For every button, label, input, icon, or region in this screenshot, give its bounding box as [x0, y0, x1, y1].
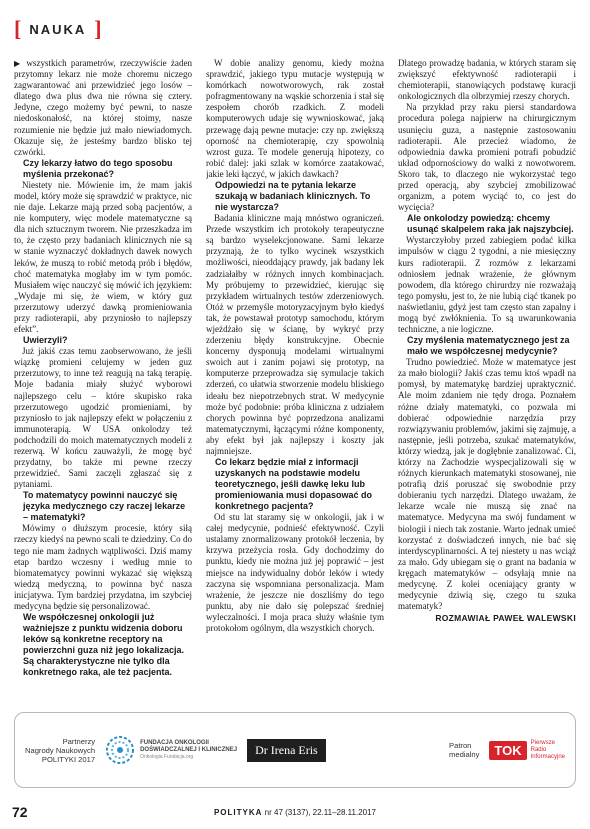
section-bracket-left: [ — [14, 16, 22, 41]
tokfm-logo — [489, 740, 565, 761]
partners-label-line: Partnerzy — [62, 736, 96, 746]
tokfm-tagline-line: Informacyjne — [530, 753, 565, 760]
patron-label-line: medialny — [449, 750, 480, 759]
paragraph: Trudno powiedzieć. Może w matematyce jest za mało biologii? Jakiś czas temu ktoś wpadł na pomysł, by matematykę bardziej upraktycznić. Ale moim zdaniem nie tędy droga. Poznałem różne działy matematyki, co pozwala mi dobierać odpowiednie narzędzia przy rozwiązywaniu problemów, jakimi się zajmuję, a następnie, jeśli potrzeba, szukać matematyków, którzy wiedzą, jak je dogłębnie zanalizować. Ci, którzy na Zachodzie wyspecjalizowali się w różnych kierunkach matematyki stosowanej, nie potrafią dziś poruszać się swobodnie przy dobieraniu tych narzędzi. Dlatego uważam, że lekarze wcale nie muszą się znać na matematyce. Medycyna ma swój fundament w biologii i niech tak zostanie. Warto jednak umieć korzystać z doświadczeń innych, nie bać się interdyscyplinarności. A tej niestety u nas wciąż za mało. Gdy ubiegam się o grant na badania w kręgach matematyków – odsyłają mnie na medycynę. Z kolei oceniający granty w medycynie dziwią się, czego tu szuka matematyk? — [398, 357, 576, 612]
issue-info — [0, 808, 590, 817]
partners-label-line: POLITYKI 2017 — [41, 754, 96, 764]
question: We współczesnej onkologii już ważniejsze z punktu widzenia doboru leków są konkretne receptory na powierzchni guza niż jego lokalizacja. Są charakterystyczne nie tylko dla konkretnego raka, ale też pacjenta. — [23, 612, 185, 678]
question: To matematycy powinni nauczyć się języka medycznego czy raczej lekarze – matematyki? — [23, 490, 186, 523]
question: Uwierzyli? — [23, 335, 68, 346]
article-body — [14, 58, 576, 698]
tokfm-tagline-line: Pierwsze — [530, 739, 555, 746]
section-bracket-right: ] — [94, 16, 102, 41]
foundation-name-line: FUNDACJA ONKOLOGII — [140, 740, 209, 746]
foundation-circle-icon — [105, 735, 135, 765]
column-1 — [14, 58, 192, 698]
page-number: 72 — [12, 804, 28, 820]
paragraph-text: wszystkich parametrów, rzeczywiście żaden przytomny lekarz nie może choremu niczego zagwarantować ani przewidzieć jego losów – dlatego dwa plus dwa nie równa się cztery. Jedyne, czego możemy być pewni, to nasze niedoskonałość, na której stoimy, nasze rozumienie nie będzie już mało niewiadomych. Okazuje się, że jesteśmy bardzo blisko tej czwórki. — [14, 58, 192, 157]
paragraph — [14, 58, 192, 158]
paragraph: Od stu lat staramy się w onkologii, jak i w całej medycynie, podnieść efektywność. Czyli ustalamy znormalizowany protokół leczenia, by krzywa przeżycia rosła. Gdy dochodzimy do punktu, kiedy nie można już jej poprawić – jest miejsce na indywidualny dobór leków i wtedy zaczyna się wspomniana personalizacja. Mam wrażenie, że jeszcze nie doszliśmy do tego punktu, aby nie dało się polepszać średniej wyleczalności. I moja praca służy właśnie tym protokołom ogólnym, dla wszystkich chorych. — [206, 512, 384, 634]
paragraph: Mówimy o dłuższym procesie, który siłą rzeczy kiedyś na pewno scali te dziedziny. Co do tego nie mam żadnych wątpliwości. Dziś mamy etap bardzo wczesny i według mnie to biomatematycy powinni wykazać się większą wiedzą medyczną, to powinna być nasza inicjatywa. Tym bardziej przydatna, im szybciej medycyna będzie się personalizować. — [14, 523, 192, 612]
question: Czy myślenia matematycznego jest za mało we współczesnej medycynie? — [407, 335, 570, 357]
paragraph: W dobie analizy genomu, kiedy można sprawdzić, jakiego typu mutacje występują w komórkach nowotworowych, rak został pofragmentowany na wąskie schorzenia i stał się zespołem chorób rzadkich. Z modeli komputerowych udaje się wywnioskować, jaką przewagę dają pewne mutacje: czy np. zwiększą oporność na chemioterapię, czy spowolnią wzrost guza. Te modele generują hipotezy, co robić dalej: jaki szlak w komórce zaatakować, jakie leki łączyć, w jakich dawkach? — [206, 58, 384, 179]
section-header — [14, 18, 102, 40]
continuation-arrow-icon: ▶ — [14, 59, 23, 68]
partners-label — [25, 737, 95, 764]
foundation-subtitle: Onkologia Fundacja.org — [140, 754, 194, 760]
patron-label-line: Patron — [449, 741, 472, 750]
paragraph: Już jakiś czas temu zaobserwowano, że jeśli wiązkę promieni celujemy w jeden guz przerzutowy, to inne też reagują na taką terapię. Moje badania miały służyć wyborowi najlepszego celu – które skupisko raka przerzutowego ugodzić promieniami, by przyniosło to jak najlepszy efekt w połączeniu z immunoterapią. W USA onkolodzy też podchodzili do moich matematycznych modeli z rezerwą. W końcu zauważyli, że mogę być przydatny, bo także mi pewne rzeczy przewidzieć. Sami zaczęli zgłaszać się z pytaniami. — [14, 346, 192, 490]
column-3 — [398, 58, 576, 698]
issue-number: nr 47 (3137), 22.11–28.11.2017 — [264, 808, 377, 817]
tokfm-mark: TOK — [489, 741, 526, 760]
patron-label — [449, 741, 479, 759]
author-byline: ROZMAWIAŁ PAWEŁ WALEWSKI — [435, 613, 576, 624]
foundation-name-line: DOŚWIADCZALNEJ I KLINICZNEJ — [140, 747, 238, 753]
eris-logo: Dr Irena Eris — [247, 739, 326, 762]
paragraph: Badania kliniczne mają mnóstwo ograniczeń. Przede wszystkim ich protokoły terapeutyczne są bardzo wyselekcjonowane. Sami lekarze przyznają, że to tylko wycinek wszystkich możliwości, nieoddający prawdy, jak badany lek zadziałałby w różnych innych kombinacjach. My próbujemy to przewidzieć, kierując się przykładem wirtualnych testów zderzeniowych. Otóż w przemyśle motoryzacyjnym było kiedyś tak, że powstawał prototyp samochodu, którym wjeżdżało się w ścianę, by wykryć przy zderzeniu błędy konstrukcyjne. Obecnie koncerny dysponują modelami wirtualnymi swoich aut i zanim pojawi się prototyp, na komputerze przeprowadza się symulacje takich zderzeń, co ułatwia stworzenie modelu bliskiego ideału bez niepotrzebnych strat. W medycynie może być podobnie: próba kliniczna z udziałem chorych powinna być poprzedzona analizami matematycznymi, łączącymi różne komponenty, aby efekt był jak najlepszy i koszty jak najmniejsze. — [206, 213, 384, 456]
question: Odpowiedzi na te pytania lekarze szukają w badaniach klinicznych. To nie wystarcza? — [215, 180, 371, 213]
paragraph: Dlatego prowadzę badania, w których staram się zwiększyć efektywność radioterapii i chemioterapii, stanowiących podstawę kuracji onkologicznych dla olbrzymiej rzeszy chorych. — [398, 58, 576, 102]
tokfm-tagline-line: Radio — [530, 746, 547, 753]
column-2 — [206, 58, 384, 698]
question: Co lekarz będzie miał z informacji uzyskanych na podstawie modelu teoretycznego, jeśli dawkę leku lub promieniowania musi dopasować do konkretnego pacjenta? — [215, 457, 373, 512]
sponsor-box — [14, 712, 576, 788]
paragraph: Niestety nie. Mówienie im, że mam jakiś model, który może się sprawdzić w praktyce, nic nie daje. Lekarze mają przed sobą pacjentów, a nie komputery, więc modele matematyczne są dla nich sztucznym tworem. Nie przeszkadza im to, że często przy badaniach klinicznych nie są w stanie wyznaczyć dokładnych dawek nowych leków, że muszą to robić metodą prób i błędów, choć matematyka mogłaby im w tym pomóc. Musiałem więc nauczyć się mówić ich językiem: „Wydaje mi się, że wiem, w który guz przerzutowy uderzyć dawką promieniowania przy radioterapii, aby przyniosło to najlepszy efekt”. — [14, 179, 192, 335]
section-label: NAUKA — [29, 21, 87, 37]
partners-label-line: Nagrody Naukowych — [25, 745, 96, 755]
paragraph: Na przykład przy raku piersi standardowa procedura polega najpierw na chirurgicznym usunięciu guza, a następnie zastosowaniu radioterapii. Ale przecież wiadomo, że odpowiednia dawka promieni potrafi pobudzić układ odpornościowy do walki z nowotworem. Skoro tak, to dlaczego nie wykorzystać tego przed operacją, aby szybciej zmobilizować organizm, a potem wyciąć to, co jest do wycięcia? — [398, 102, 576, 213]
question: Ale onkolodzy powiedzą: chcemy usunąć skalpelem raka jak najszybciej. — [407, 213, 574, 235]
question: Czy lekarzy łatwo do tego sposobu myślenia przekonać? — [23, 157, 173, 179]
paragraph: Wystarczyłoby przed zabiegiem podać kilka impulsów w ciągu 2 tygodni, a nie miesięczny kurs radioterapii. Z rozmów z lekarzami odniosłem jednak wrażenie, że głównym powodem, dla którego chirurdzy nie rozważają tego pomysłu, jest to, że nie lubią ciąć tkanek po naświetlaniu, gdyż jest tam często stan zapalny i mogą być zwłóknienia. To są uwarunkowania techniczne, a nie logiczne. — [398, 235, 576, 335]
foundation-logo — [105, 735, 237, 765]
journal-name: POLITYKA — [213, 808, 263, 817]
